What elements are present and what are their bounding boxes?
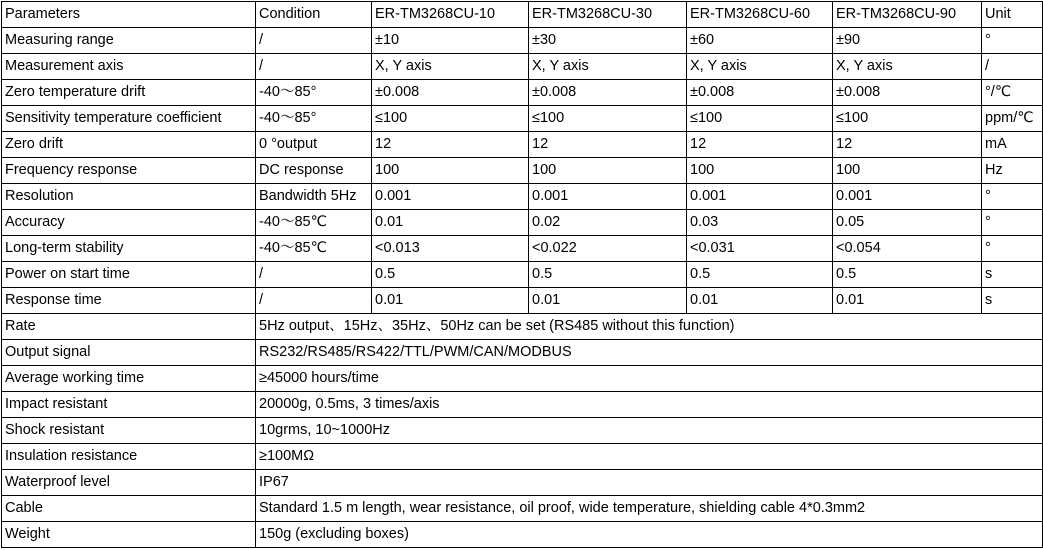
model-60-cell: 0.01 [687,288,833,314]
parameter-cell: Shock resistant [2,418,256,444]
parameter-cell: Output signal [2,340,256,366]
unit-cell: ppm/℃ [982,106,1043,132]
model-30-cell: 0.02 [529,210,687,236]
model-60-cell: <0.031 [687,236,833,262]
table-row [2,522,1043,548]
parameter-cell: Measurement axis [2,54,256,80]
model-90-cell: ER-TM3268CU-90 [833,2,982,28]
model-90-cell: ±90 [833,28,982,54]
model-90-cell: X, Y axis [833,54,982,80]
model-90-cell: ±0.008 [833,80,982,106]
condition-cell: -40～85° [256,106,372,132]
model-10-cell: ER-TM3268CU-10 [372,2,529,28]
model-10-cell: ±0.008 [372,80,529,106]
model-60-cell: 0.001 [687,184,833,210]
parameter-cell: Measuring range [2,28,256,54]
parameter-cell: Waterproof level [2,470,256,496]
parameter-cell: Insulation resistance [2,444,256,470]
condition-cell: / [256,54,372,80]
header-row [2,2,1043,28]
table-row [2,496,1043,522]
table-row [2,444,1043,470]
table-row [2,470,1043,496]
model-30-cell: ±0.008 [529,80,687,106]
unit-cell: ° [982,210,1043,236]
model-60-cell: ≤100 [687,106,833,132]
model-30-cell: ≤100 [529,106,687,132]
parameter-cell: Long-term stability [2,236,256,262]
value-cell: ≥45000 hours/time [256,366,1043,392]
condition-cell: -40～85℃ [256,236,372,262]
model-10-cell: 0.01 [372,288,529,314]
parameter-cell: Response time [2,288,256,314]
condition-cell: / [256,262,372,288]
table-row [2,340,1043,366]
model-90-cell: ≤100 [833,106,982,132]
unit-cell: Hz [982,158,1043,184]
condition-cell: -40～85℃ [256,210,372,236]
parameter-cell: Sensitivity temperature coefficient [2,106,256,132]
table-row [2,80,1043,106]
value-cell: IP67 [256,470,1043,496]
model-90-cell: 12 [833,132,982,158]
table-row [2,184,1043,210]
model-60-cell: ±0.008 [687,80,833,106]
model-10-cell: X, Y axis [372,54,529,80]
value-cell: 20000g, 0.5ms, 3 times/axis [256,392,1043,418]
unit-cell: / [982,54,1043,80]
table-row [2,314,1043,340]
table-row [2,210,1043,236]
value-cell: 5Hz output、15Hz、35Hz、50Hz can be set (RS485 without this function) [256,314,1043,340]
model-30-cell: X, Y axis [529,54,687,80]
model-60-cell: X, Y axis [687,54,833,80]
parameter-cell: Parameters [2,2,256,28]
model-10-cell: 0.01 [372,210,529,236]
table-row [2,392,1043,418]
parameter-cell: Cable [2,496,256,522]
unit-cell: ° [982,28,1043,54]
model-60-cell: ±60 [687,28,833,54]
model-90-cell: 100 [833,158,982,184]
table-row [2,262,1043,288]
parameter-cell: Resolution [2,184,256,210]
model-10-cell: 0.001 [372,184,529,210]
model-90-cell: 0.001 [833,184,982,210]
parameter-cell: Accuracy [2,210,256,236]
table-row [2,288,1043,314]
condition-cell: DC response [256,158,372,184]
model-10-cell: ≤100 [372,106,529,132]
model-10-cell: 100 [372,158,529,184]
model-10-cell: <0.013 [372,236,529,262]
condition-cell: Condition [256,2,372,28]
parameter-cell: Impact resistant [2,392,256,418]
model-60-cell: 0.03 [687,210,833,236]
value-cell: ≥100MΩ [256,444,1043,470]
parameter-cell: Frequency response [2,158,256,184]
table-row [2,132,1043,158]
unit-cell: Unit [982,2,1043,28]
unit-cell: ° [982,184,1043,210]
value-cell: 10grms, 10~1000Hz [256,418,1043,444]
model-30-cell: 0.001 [529,184,687,210]
unit-cell: °/℃ [982,80,1043,106]
condition-cell: -40～85° [256,80,372,106]
model-60-cell: ER-TM3268CU-60 [687,2,833,28]
parameter-cell: Weight [2,522,256,548]
value-cell: 150g (excluding boxes) [256,522,1043,548]
table-row [2,158,1043,184]
unit-cell: mA [982,132,1043,158]
unit-cell: s [982,262,1043,288]
parameter-cell: Power on start time [2,262,256,288]
model-60-cell: 100 [687,158,833,184]
model-30-cell: <0.022 [529,236,687,262]
model-30-cell: 100 [529,158,687,184]
table-row [2,418,1043,444]
condition-cell: / [256,288,372,314]
model-90-cell: 0.5 [833,262,982,288]
model-90-cell: 0.05 [833,210,982,236]
table-row [2,54,1043,80]
parameter-cell: Zero drift [2,132,256,158]
model-60-cell: 12 [687,132,833,158]
model-10-cell: 0.5 [372,262,529,288]
spec-table-body [2,2,1043,548]
parameter-cell: Rate [2,314,256,340]
condition-cell: / [256,28,372,54]
model-10-cell: 12 [372,132,529,158]
model-90-cell: <0.054 [833,236,982,262]
unit-cell: s [982,288,1043,314]
table-row [2,236,1043,262]
model-30-cell: 12 [529,132,687,158]
model-90-cell: 0.01 [833,288,982,314]
model-60-cell: 0.5 [687,262,833,288]
model-30-cell: 0.5 [529,262,687,288]
parameter-cell: Average working time [2,366,256,392]
condition-cell: Bandwidth 5Hz [256,184,372,210]
model-10-cell: ±10 [372,28,529,54]
unit-cell: ° [982,236,1043,262]
model-30-cell: ±30 [529,28,687,54]
model-30-cell: 0.01 [529,288,687,314]
table-row [2,106,1043,132]
condition-cell: 0 °output [256,132,372,158]
value-cell: Standard 1.5 m length, wear resistance, oil proof, wide temperature, shielding cable 4*0.3mm2 [256,496,1043,522]
model-30-cell: ER-TM3268CU-30 [529,2,687,28]
value-cell: RS232/RS485/RS422/TTL/PWM/CAN/MODBUS [256,340,1043,366]
table-row [2,28,1043,54]
table-row [2,366,1043,392]
parameter-cell: Zero temperature drift [2,80,256,106]
spec-table [1,1,1043,548]
